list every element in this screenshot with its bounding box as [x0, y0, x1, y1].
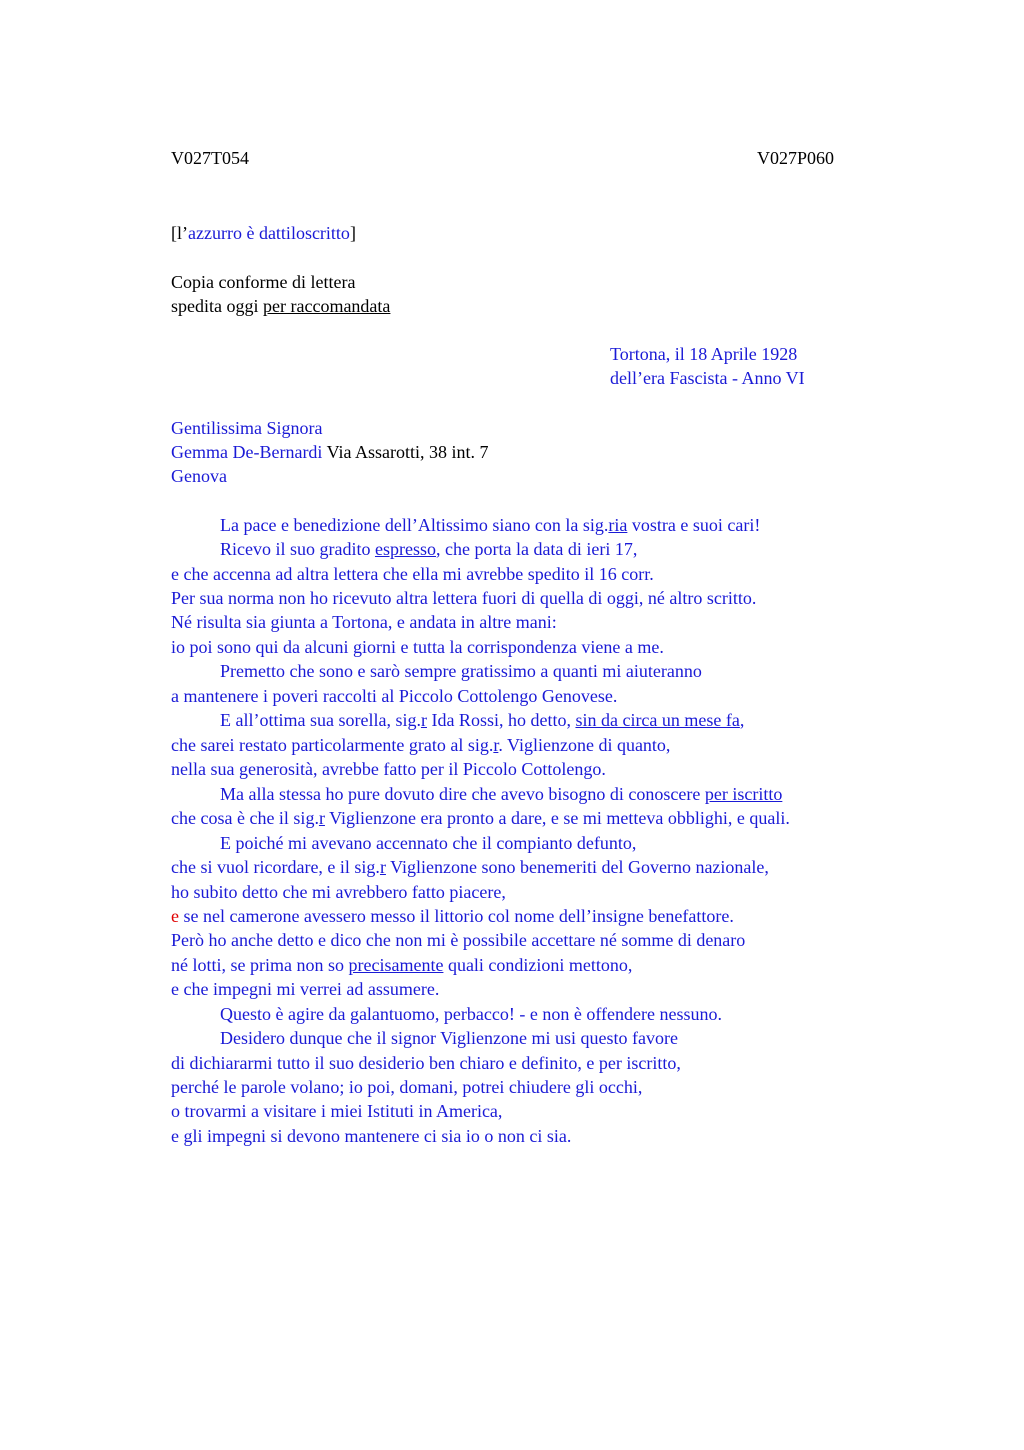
recipient-address: Via Assarotti, 38 int. 7 — [322, 442, 489, 462]
body-line: io poi sono qui da alcuni giorni e tutta la corrispondenza viene a me. — [171, 637, 664, 657]
body-line: Premetto che sono e sarò sempre gratissimo a quanti mi aiuteranno — [220, 661, 702, 681]
copy-note-underlined: per raccomandata — [263, 296, 391, 316]
body-line — [171, 806, 790, 830]
underlined-segment: r — [420, 710, 427, 730]
text-segment: che cosa è che il sig. — [171, 808, 319, 828]
date-line2: dell’era Fascista - Anno VI — [610, 368, 805, 388]
text-segment: né lotti, se prima non so — [171, 955, 349, 975]
recipient-name: Gemma De-Bernardi — [171, 442, 323, 462]
note-close: ] — [349, 223, 356, 243]
underlined-segment: sin da circa un mese fa — [575, 710, 740, 730]
text-segment: E all’ottima sua sorella, sig. — [220, 710, 421, 730]
date-line1: Tortona, il 18 Aprile 1928 — [610, 344, 798, 364]
recipient-city: Genova — [171, 466, 227, 486]
body-line — [220, 708, 744, 732]
underlined-segment: r — [379, 857, 386, 877]
note-blue: azzurro è dattiloscritto — [188, 223, 350, 243]
text-segment: che sarei restato particolarmente grato al sig. — [171, 735, 494, 755]
text-segment: , che porta la data di ieri 17, — [435, 539, 638, 559]
body-line — [171, 953, 632, 977]
text-segment: Ma alla stessa ho pure dovuto dire che avevo bisogno di conoscere — [220, 784, 705, 804]
body-line: E poiché mi avevano accennato che il compianto defunto, — [220, 833, 637, 853]
text-segment: , — [739, 710, 745, 730]
text-segment: quali condizioni mettono, — [443, 955, 633, 975]
recipient-name-line — [171, 440, 489, 464]
note-open: [l’ — [171, 223, 188, 243]
body-line — [171, 855, 769, 879]
underlined-segment: espresso — [374, 539, 436, 559]
body-line: e che accenna ad altra lettera che ella mi avrebbe spedito il 16 corr. — [171, 564, 654, 584]
copy-note-line1: Copia conforme di lettera — [171, 272, 356, 292]
body-line — [220, 782, 782, 806]
text-segment: Viglienzone sono benemeriti del Governo nazionale, — [385, 857, 769, 877]
recipient-salutation: Gentilissima Signora — [171, 418, 323, 438]
text-segment: Ida Rossi, ho detto, — [426, 710, 576, 730]
body-line: ho subito detto che mi avrebbero fatto piacere, — [171, 882, 506, 902]
right-archive-code: V027P060 — [757, 148, 835, 168]
body-line: di dichiararmi tutto il suo desiderio ben chiaro e definito, e per iscritto, — [171, 1053, 681, 1073]
body-line: Desidero dunque che il signor Viglienzone mi usi questo favore — [220, 1028, 678, 1048]
body-line: Per sua norma non ho ricevuto altra lettera fuori di quella di oggi, né altro scritto. — [171, 588, 757, 608]
text-segment: Ricevo il suo gradito — [220, 539, 375, 559]
underlined-segment: r — [318, 808, 325, 828]
copy-note-line2 — [171, 294, 390, 318]
text-segment: che si vuol ricordare, e il sig. — [171, 857, 380, 877]
body-line — [220, 537, 637, 561]
text-segment: se nel camerone avessero messo il littorio col nome dell’insigne benefattore. — [179, 906, 734, 926]
body-line: perché le parole volano; io poi, domani, potrei chiudere gli occhi, — [171, 1077, 643, 1097]
underlined-segment: r — [493, 735, 499, 755]
text-segment: . Viglienzone di quanto, — [498, 735, 671, 755]
underlined-segment: precisamente — [348, 955, 444, 975]
body-line: e gli impegni si devono mantenere ci sia io o non ci sia. — [171, 1126, 572, 1146]
text-segment: vostra e suoi cari! — [627, 515, 761, 535]
body-line: nella sua generosità, avrebbe fatto per il Piccolo Cottolengo. — [171, 759, 606, 779]
body-line — [171, 904, 734, 928]
text-segment: La pace e benedizione dell’Altissimo siano con la sig. — [220, 515, 609, 535]
body-line — [171, 733, 670, 757]
left-archive-code: V027T054 — [171, 148, 249, 168]
body-line: a mantenere i poveri raccolti al Piccolo Cottolengo Genovese. — [171, 686, 618, 706]
handwritten-correction: e — [171, 906, 179, 926]
body-line: Però ho anche detto e dico che non mi è possibile accettare né somme di denaro — [171, 930, 746, 950]
body-line: o trovarmi a visitare i miei Istituti in America, — [171, 1101, 503, 1121]
editorial-note — [171, 221, 356, 245]
text-segment: Viglienzone era pronto a dare, e se mi metteva obblighi, e quali. — [324, 808, 790, 828]
body-line: Questo è agire da galantuomo, perbacco! - e non è offendere nessuno. — [220, 1004, 722, 1024]
underlined-segment: ria — [608, 515, 628, 535]
body-line: e che impegni mi verrei ad assumere. — [171, 979, 440, 999]
body-line: Né risulta sia giunta a Tortona, e andata in altre mani: — [171, 612, 557, 632]
copy-note-prefix: spedita oggi — [171, 296, 263, 316]
underlined-segment: per iscritto — [704, 784, 783, 804]
body-line — [220, 513, 760, 537]
